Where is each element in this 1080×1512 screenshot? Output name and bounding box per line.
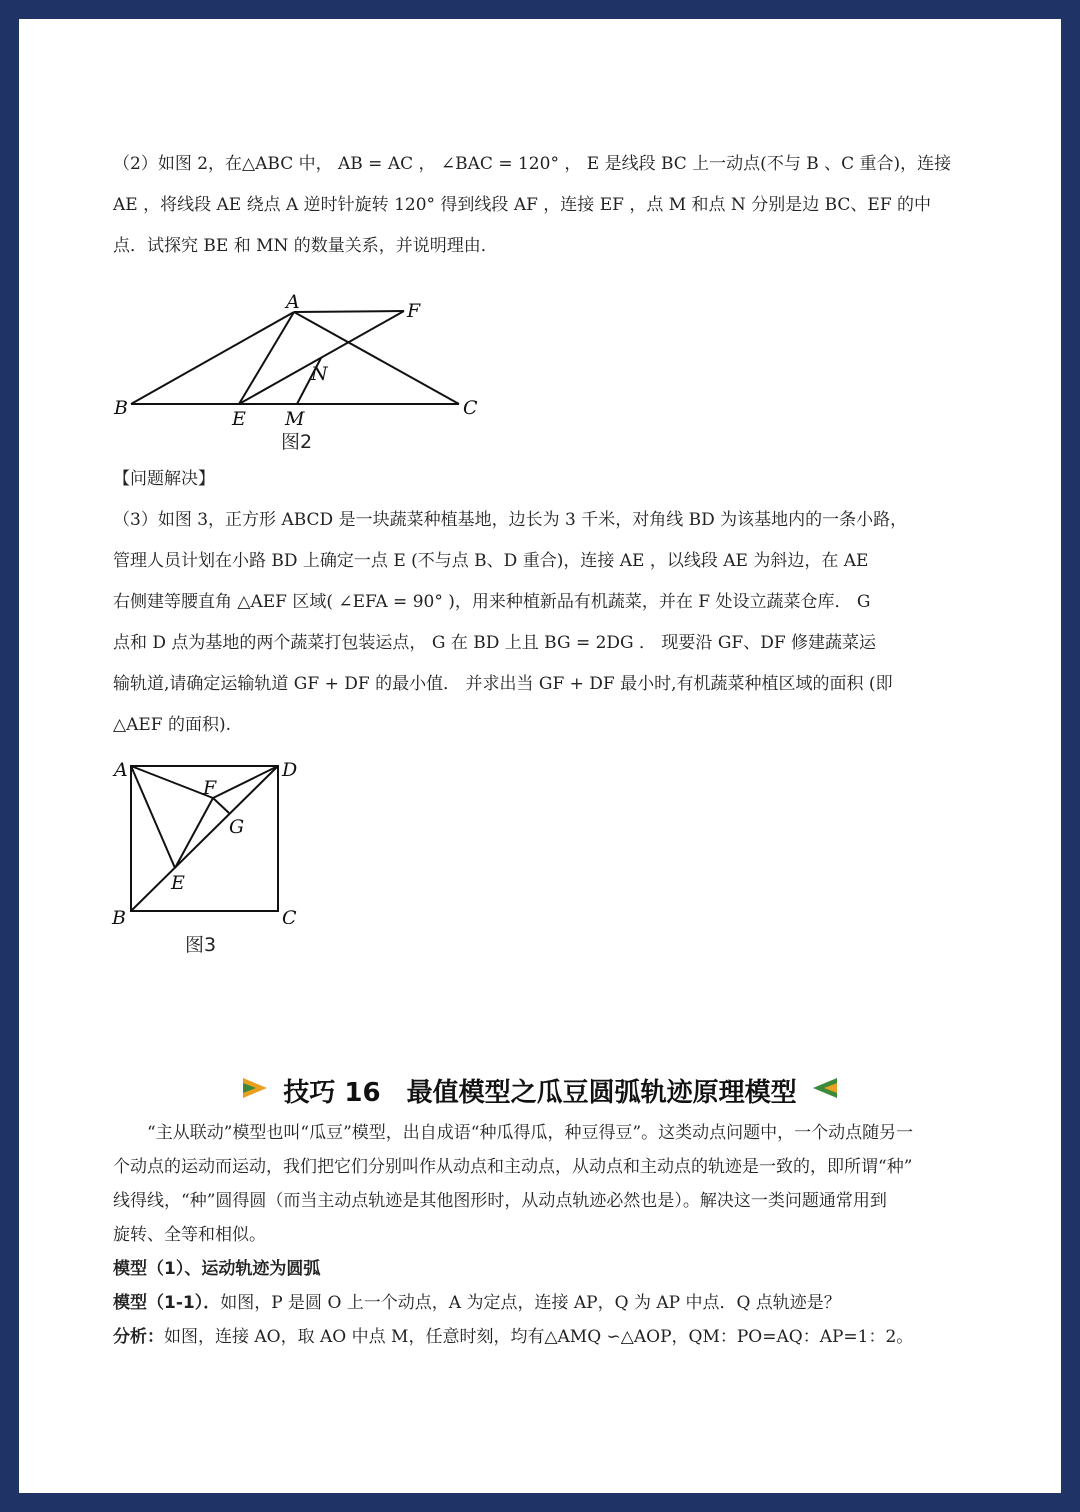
segment-AB xyxy=(131,312,294,404)
problem-3-line-2: 管理人员计划在小路 BD 上确定一点 E (不与点 B、D 重合)，连接 AE ，以线段 AE 为斜边，在 AE xyxy=(113,551,869,571)
problem-3-line-1: （3）如图 3，正方形 ABCD 是一块蔬菜种植基地，边长为 3 千米，对角线 BD 为该基地内的一条小路， xyxy=(113,510,908,530)
left-arrow-icon xyxy=(811,1075,837,1105)
problem-3-line-5: 输轨道,请确定运输轨道 GF + DF 的最小值． 并求出当 GF + DF 最小时,有机蔬菜种植区域的面积 (即 xyxy=(113,674,893,694)
label-N: N xyxy=(311,363,328,385)
figure-3-diagram xyxy=(109,754,339,924)
figure-3-caption: 图3 xyxy=(185,934,217,956)
problem-3-line-6: △AEF 的面积). xyxy=(113,715,231,735)
analysis-text: 如图，连接 AO，取 AO 中点 M，任意时刻，均有△AMQ ∽△AOP，QM：PO=AQ：AP=1：2。 xyxy=(164,1327,914,1347)
label-F: F xyxy=(407,300,421,322)
model-1-title: 模型（1）、运动轨迹为圆弧 xyxy=(113,1259,321,1279)
intro-line-2: 个动点的运动而运动，我们把它们分别叫作从动点和主动点，从动点和主动点的轨迹是一致的，即所谓“种” xyxy=(113,1157,913,1177)
problem-3-line-3: 右侧建等腰直角 △AEF 区域( ∠EFA = 90° )，用来种植新品有机蔬菜，并在 F 处设立蔬菜仓库． G xyxy=(113,592,871,612)
problem-2-line-1: （2）如图 2，在△ABC 中， AB = AC ， ∠BAC = 120° ， E 是线段 BC 上一动点(不与 B 、C 重合)，连接 xyxy=(113,154,952,174)
label-C: C xyxy=(282,907,297,924)
segment-FG xyxy=(213,798,229,813)
label-B: B xyxy=(112,907,126,924)
figure-2-caption: 图2 xyxy=(281,431,313,453)
problem-2-text xyxy=(113,144,973,267)
analysis-line xyxy=(113,1320,973,1354)
label-G: G xyxy=(229,816,245,838)
model-1-1-label: 模型（1-1）． xyxy=(113,1293,221,1313)
section-title-text: 技巧 16 最值模型之瓜豆圆弧轨迹原理模型 xyxy=(283,1077,797,1108)
figure-3 xyxy=(109,754,339,924)
segment-EF xyxy=(239,311,404,404)
model-1-block xyxy=(113,1252,973,1354)
right-arrow-icon xyxy=(243,1075,269,1105)
problem-solving-heading: 【问题解决】 xyxy=(113,469,215,489)
label-B: B xyxy=(114,397,128,419)
intro-line-1: “主从联动”模型也叫“瓜豆”模型，出自成语“种瓜得瓜，种豆得豆”。这类动点问题中，一个动点随另一 xyxy=(147,1123,914,1143)
label-E: E xyxy=(171,872,185,894)
intro-line-4: 旋转、全等和相似。 xyxy=(113,1225,266,1245)
label-D: D xyxy=(282,759,298,781)
figure-2 xyxy=(109,277,509,427)
segment-DF xyxy=(213,766,278,798)
model-1-1-line xyxy=(113,1286,973,1320)
problem-2-line-3: 点．试探究 BE 和 MN 的数量关系，并说明理由． xyxy=(113,236,498,256)
label-C: C xyxy=(463,397,478,419)
segment-AE xyxy=(239,312,294,404)
document-page xyxy=(19,19,1061,1493)
problem-2-line-2: AE ，将线段 AE 绕点 A 逆时针旋转 120° 得到线段 AF ，连接 EF ，点 M 和点 N 分别是边 BC、EF 的中 xyxy=(113,195,932,215)
segment-EF xyxy=(175,798,213,868)
label-M: M xyxy=(285,408,305,427)
section-title xyxy=(19,1070,1061,1110)
label-F: F xyxy=(203,777,217,799)
model-1-1-text: 如图，P 是圆 O 上一个动点，A 为定点，连接 AP，Q 为 AP 中点．Q 点轨迹是？ xyxy=(220,1293,841,1313)
label-A: A xyxy=(114,759,128,781)
intro-paragraph xyxy=(113,1116,973,1252)
figure-2-diagram xyxy=(109,277,509,427)
label-A: A xyxy=(286,291,300,313)
analysis-label: 分析： xyxy=(113,1327,164,1347)
intro-line-3: 线得线，“种”圆得圆（而当主动点轨迹是其他图形时，从动点轨迹必然也是）。解决这一类问题通常用到 xyxy=(113,1191,887,1211)
label-E: E xyxy=(232,408,246,427)
problem-3-line-4: 点和 D 点为基地的两个蔬菜打包装运点， G 在 BD 上且 BG = 2DG ． 现要沿 GF、DF 修建蔬菜运 xyxy=(113,633,877,653)
segment-AF xyxy=(294,311,404,312)
problem-3-text xyxy=(113,500,973,746)
